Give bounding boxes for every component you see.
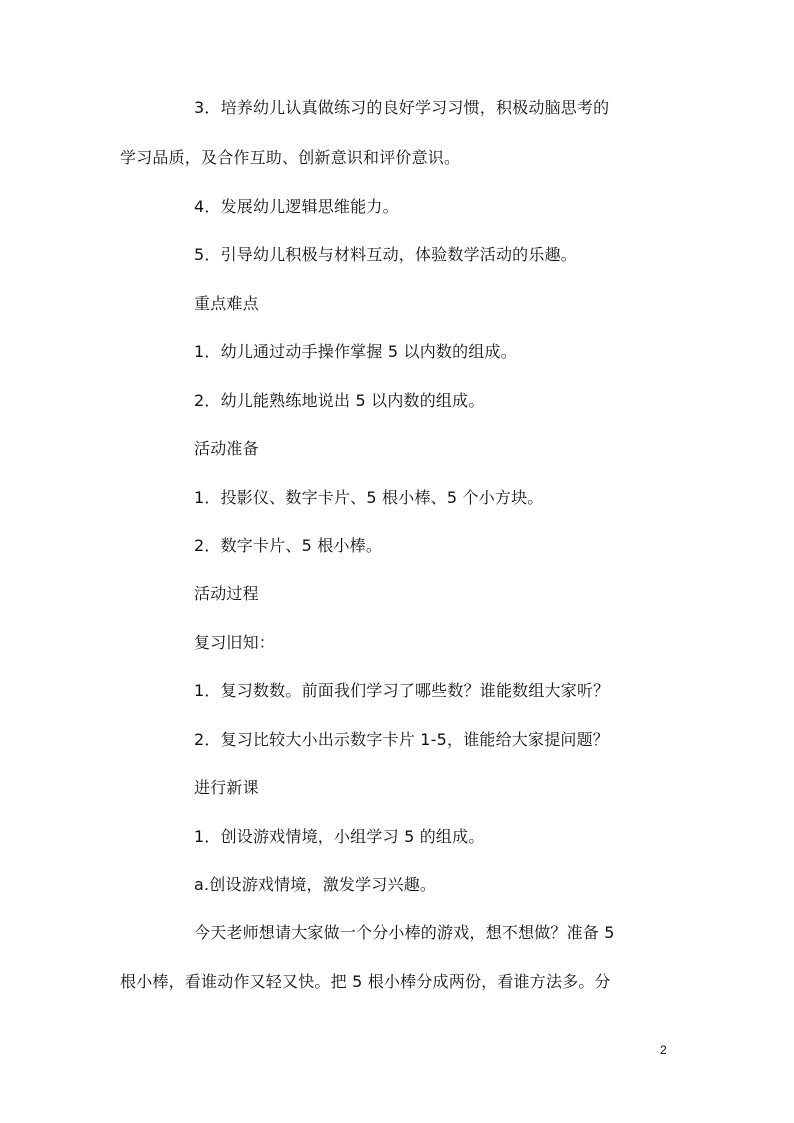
- preparation-item-1: 1．投影仪、数字卡片、5 根小棒、5 个小方块。: [194, 488, 544, 507]
- paragraph-objective-3-line-1: 3．培养幼儿认真做练习的良好学习习惯，积极动脑思考的: [194, 98, 610, 117]
- body-paragraph-line-2: 根小棒，看谁动作又轻又快。把 5 根小棒分成两份，看谁方法多。分: [120, 972, 611, 991]
- heading-new-lesson: 进行新课: [194, 778, 259, 797]
- heading-activity-process: 活动过程: [194, 584, 259, 603]
- heading-review: 复习旧知：: [194, 633, 276, 652]
- paragraph-objective-4: 4．发展幼儿逻辑思维能力。: [194, 197, 399, 216]
- paragraph-objective-3-line-2: 学习品质，及合作互助、创新意识和评价意识。: [120, 148, 461, 167]
- paragraph-objective-5: 5．引导幼儿积极与材料互动，体验数学活动的乐趣。: [194, 245, 577, 264]
- new-lesson-item-1: 1．创设游戏情境，小组学习 5 的组成。: [194, 827, 485, 846]
- review-item-2: 2．复习比较大小出示数字卡片 1-5，谁能给大家提问题？: [194, 730, 609, 749]
- key-point-1: 1．幼儿通过动手操作掌握 5 以内数的组成。: [194, 342, 517, 361]
- body-paragraph-line-1: 今天老师想请大家做一个分小棒的游戏，想不想做？准备 5: [194, 923, 615, 942]
- review-item-1: 1．复习数数。前面我们学习了哪些数？谁能数组大家听？: [194, 681, 610, 700]
- key-point-2: 2．幼儿能熟练地说出 5 以内数的组成。: [194, 391, 485, 410]
- heading-key-points: 重点难点: [194, 294, 259, 313]
- preparation-item-2: 2．数字卡片、5 根小棒。: [194, 536, 383, 555]
- heading-preparation: 活动准备: [194, 439, 259, 458]
- new-lesson-sub-a: a.创设游戏情境，激发学习兴趣。: [194, 875, 437, 894]
- page-number: 2: [660, 1043, 667, 1057]
